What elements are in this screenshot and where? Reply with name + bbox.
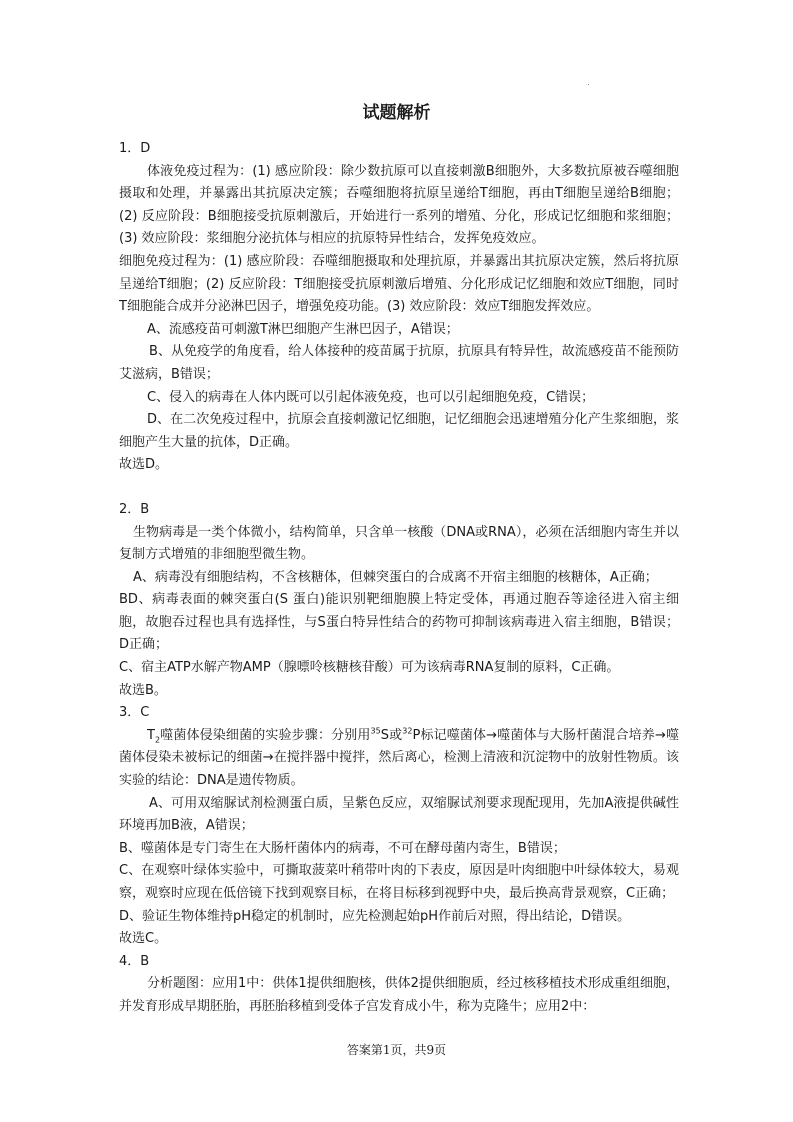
- q4-intro: 分析题图：应用1中：供体1提供细胞核，供体2提供细胞质，经过核移植技术形成重组细胞，并发育形成早期胚胎，再胚胎移植到受体子宫发育成小牛，称为克隆牛；应用2中：: [119, 976, 679, 1014]
- q1-option-b: B、从免疫学的角度看，给人体接种的疫苗属于抗原，抗原具有特异性，故流感疫苗不能预防艾滋病，B错误；: [119, 344, 679, 382]
- q2-option-bd: BD、病毒表面的棘突蛋白(S 蛋白)能识别靶细胞膜上特定受体，再通过胞吞等途径进入宿主细胞，故胞吞过程也具有选择性，与S蛋白特异性结合的药物可抑制该病毒进入宿主细胞，B错误；D正确；: [119, 592, 679, 653]
- q1-conclusion: 故选D。: [119, 457, 169, 473]
- q1-cellular: 细胞免疫过程为：(1) 感应阶段：吞噬细胞摄取和处理抗原，并暴露出其抗原决定簇，然后将抗原呈递给T细胞；(2) 反应阶段：T细胞接受抗原刺激后增殖、分化形成记忆细胞和效应T细胞，同时T细胞能合成并分泌淋巴因子，增强免疫功能。(3) 效应阶段：效应T细胞发挥效应。: [119, 253, 679, 315]
- q1-option-a: A、流感疫苗可刺激T淋巴细胞产生淋巴因子，A错误；: [147, 321, 459, 337]
- q2-option-c: C、宿主ATP水解产物AMP（腺嘌呤核糖核苷酸）可为该病毒RNA复制的原料，C正确。: [119, 660, 620, 676]
- q3-option-b: B、噬菌体是专门寄生在大肠杆菌体内的病毒，不可在酵母菌内寄生，B错误；: [119, 840, 566, 856]
- scan-dot: [588, 84, 589, 85]
- q2-conclusion: 故选B。: [119, 682, 167, 698]
- q2-intro: 生物病毒是一类个体微小，结构简单，只含单一核酸（DNA或RNA），必须在活细胞内寄生并以复制方式增殖的非细胞型微生物。: [119, 524, 679, 563]
- q3-sub: 2: [154, 735, 161, 745]
- page-title: 试题解析: [362, 103, 431, 123]
- q3-option-d: D、验证生物体维持pH稳定的机制时，应先检测起始pH作前后对照，得出结论，D错误。: [119, 908, 631, 924]
- page-footer: 答案第1页，共9页: [346, 1043, 447, 1057]
- q3-conclusion: 故选C。: [119, 931, 168, 947]
- q3-t: T: [147, 727, 155, 743]
- q3-sup35: 35: [370, 726, 381, 736]
- q3-intro: [119, 725, 679, 793]
- q4-answer: 4．B: [119, 953, 150, 969]
- q1-answer: 1．D: [119, 141, 151, 156]
- q2-answer: 2．B: [119, 501, 150, 517]
- answer-content: [119, 138, 679, 1019]
- q1-option-c: C、侵入的病毒在人体内既可以引起体液免疫，也可以引起细胞免疫，C错误；: [147, 389, 595, 405]
- q3-intro-b: S或: [380, 727, 403, 743]
- q3-intro-c: P标记噬菌体→噬菌体与大肠杆菌混合培养→噬菌体侵染未被标记的细菌→在搅拌器中搅拌，然后离心，检测上清液和沉淀物中的放射性物质。该实验的结论：DNA是遗传物质。: [119, 727, 679, 789]
- q3-option-c: C、在观察叶绿体实验中，可撕取菠菜叶稍带叶肉的下表皮，原因是叶肉细胞中叶绿体较大，易观察，观察时应现在低倍镜下找到观察目标，在将目标移到视野中央，最后换高背景观察，C正确；: [119, 863, 679, 901]
- q1-option-d: D、在二次免疫过程中，抗原会直接刺激记忆细胞，记忆细胞会迅速增殖分化产生浆细胞，浆细胞产生大量的抗体，D正确。: [119, 412, 679, 450]
- q3-intro-a: 噬菌体侵染细菌的实验步骤：分别用: [160, 727, 371, 743]
- q3-sup32: 32: [402, 726, 413, 736]
- q2-option-a: A、病毒没有细胞结构，不含核糖体，但棘突蛋白的合成离不开宿主细胞的核糖体，A正确；: [133, 569, 658, 585]
- q3-option-a: A、可用双缩脲试剂检测蛋白质，呈紫色反应，双缩脲试剂要求现配现用，先加A液提供碱性环境再加B液，A错误；: [119, 795, 679, 834]
- q1-humoral: 体液免疫过程为：(1) 感应阶段：除少数抗原可以直接刺激B细胞外，大多数抗原被吞噬细胞摄取和处理，并暴露出其抗原决定簇；吞噬细胞将抗原呈递给T细胞，再由T细胞呈递给B细胞；(2) 反应阶段：B细胞接受抗原刺激后，开始进行一系列的增殖、分化，形成记忆细胞和浆细胞；(3) 效应阶段：浆细胞分泌抗体与相应的抗原特异性结合，发挥免疫效应。: [119, 163, 679, 247]
- q3-answer: 3．C: [119, 705, 150, 721]
